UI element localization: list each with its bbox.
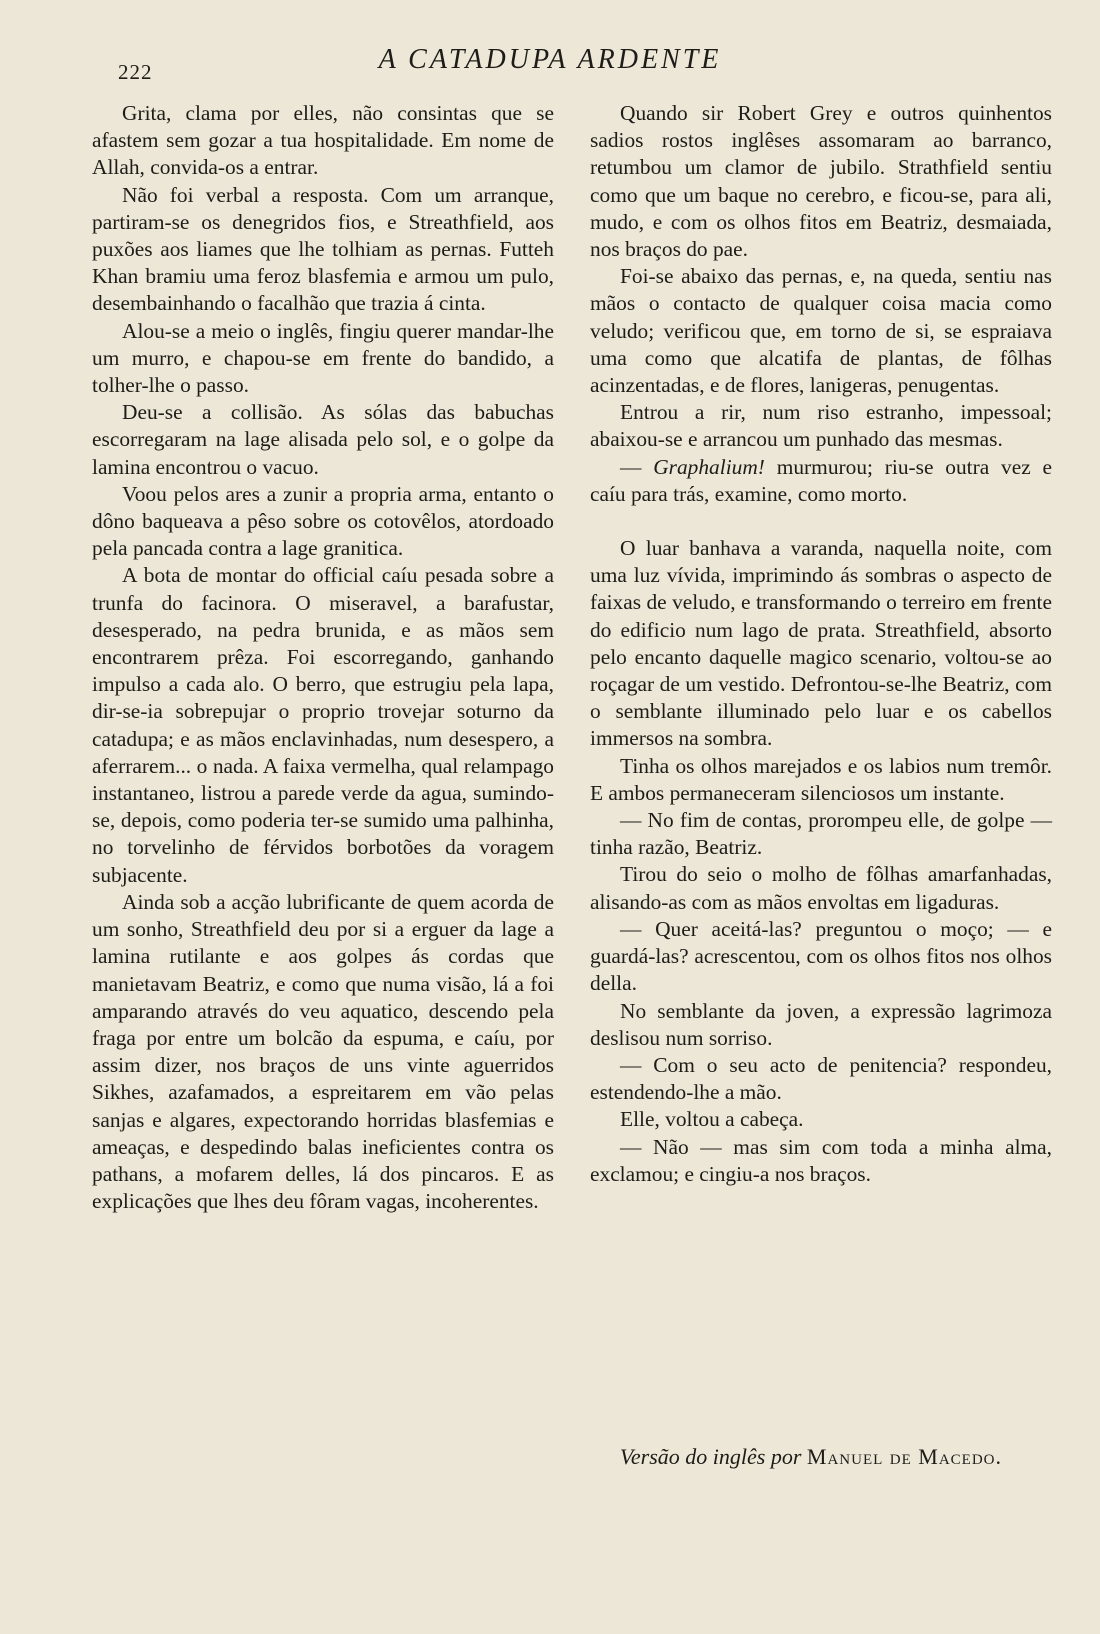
paragraph: Tinha os olhos marejados e os labios num tremôr. E ambos permaneceram silenciosos um instante. [590, 753, 1052, 805]
paragraph: Tirou do seio o molho de fôlhas amarfanhadas, alisando-as com as mãos envoltas em ligaduras. [590, 862, 1052, 914]
dialogue-paragraph [590, 454, 1052, 508]
paragraph: Deu-se a collisão. As sólas das babuchas escorregaram na lage alisada pelo sol, e o golpe da lamina encontrou o vacuo. [92, 400, 554, 479]
running-title: A CATADUPA ARDENTE [378, 44, 722, 75]
translation-credit [620, 1444, 1002, 1470]
section-paragraph: O luar banhava a varanda, naquella noite, com uma luz vívida, imprimindo ás sombras o aspecto de faixas de veludo, e transformando o terreiro em frente do edificio num lago de prata. Streathfield, absorto pelo encanto daquelle magico scenario, voltou-se ao roçagar de um vestido. Defrontou-se-lhe Beatriz, com o semblante illuminado pelo luar e os cabellos immersos na sombra. [590, 536, 1052, 751]
paragraph: — Quer aceitá-las? preguntou o moço; — e guardá-las? acrescentou, com os olhos fitos nos olhos della. [590, 916, 1052, 996]
right-column [590, 100, 1052, 1188]
paragraph: Ainda sob a acção lubrificante de quem acorda de um sonho, Streathfield deu por si a erguer da lage a lamina rutilante e aos golpes ás cordas que manietavam Beatriz, e como que numa visão, lá a foi amparando através do veu aquatico, descendo pela fraga por entre um bolcão da espuma, e caíu, por assim dizer, nos braços de uns vinte aguerridos Sikhes, azafamados, a espreitarem em vão pelas sanjas e algares, expectorando horridas blasfemias e ameaças, e despedindo balas ineficientes contra os pathans, a mofarem delles, lá dos pincaros. E as explicações que lhes deu fôram vagas, incoherentes. [92, 889, 554, 1214]
paragraph: Voou pelos ares a zunir a propria arma, entanto o dôno baqueava a pêso sobre os cotovêlos, atordoado pela pancada contra a lage granitica. [92, 481, 554, 561]
paragraph: Foi-se abaixo das pernas, e, na queda, sentiu nas mãos o contacto de qualquer coisa macia como veludo; verificou que, em torno de si, se espraiava uma como que alcatifa de plantas, de fôlhas acinzentadas, e de flores, lanigeras, penugentas. [590, 264, 1052, 398]
translator-name: Manuel de Macedo. [806, 1444, 1002, 1469]
credit-label: Versão do inglês por [619, 1444, 802, 1469]
paragraph: Grita, clama por elles, não consintas que se afastem sem gozar a tua hospitalidade. Em nome de Allah, convida-os a entrar. [92, 101, 554, 180]
page-header [0, 44, 1100, 84]
left-column [92, 100, 554, 1215]
paragraph: Entrou a rir, num riso estranho, impessoal; abaixou-se e arrancou um punhado das mesmas. [590, 400, 1052, 452]
paragraph: — No fim de contas, prorompeu elle, de golpe — tinha razão, Beatriz. [590, 808, 1052, 860]
paragraph: Quando sir Robert Grey e outros quinhentos sadios rostos inglêses assomaram ao barranco, retumbou um clamor de jubilo. Strathfield sentiu como que um baque no cerebro, e ficou-se, para ali, mudo, e com os olhos fitos em Beatriz, desmaiada, nos braços do pae. [590, 101, 1052, 262]
page-number: 222 [118, 60, 153, 84]
paragraph: No semblante da joven, a expressão lagrimoza deslisou num sorriso. [590, 998, 1052, 1050]
paragraph: — Não — mas sim com toda a minha alma, exclamou; e cingiu-a nos braços. [590, 1134, 1052, 1186]
paragraph: Elle, voltou a cabeça. [620, 1107, 804, 1132]
paragraph: — Com o seu acto de penitencia? respondeu, estendendo-lhe a mão. [590, 1052, 1052, 1105]
paragraph: Não foi verbal a resposta. Com um arranque, partiram-se os denegridos fios, e Streathfield, aos puxões aos liames que lhe tolhiam as pernas. Futteh Khan bramiu uma feroz blasfemia e armou um pulo, desembainhando o facalhão que trazia á cinta. [92, 182, 554, 316]
paragraph: Alou-se a meio o inglês, fingiu querer mandar-lhe um murro, e chapou-se em frente do bandido, a tolher-lhe o passo. [92, 318, 554, 398]
dialogue-dash: — [620, 454, 654, 479]
plant-name: Graphalium! [653, 454, 765, 479]
paragraph: A bota de montar do official caíu pesada sobre a trunfa do facinora. O miseravel, a barafustar, desesperado, na pedra brunida, e as mãos sem encontrarem prêza. Foi escorregando, ganhando impulso a cada alo. O berro, que estrugiu pela lapa, dir-se-ia sobrepujar o proprio trovejar soturno da catadupa; e as mãos enclavinhadas, num desespero, a aferrarem... o nada. A faixa vermelha, qual relampago instantaneo, listrou a parede verde da agua, sumindo-se, depois, como poderia ter-se sumido uma palhinha, no torvelinho de férvidos borbotões da voragem subjacente. [92, 563, 554, 887]
dialogue-text: murmurou; riu-se outra vez e caíu para trás, examine, como morto. [590, 454, 1052, 506]
